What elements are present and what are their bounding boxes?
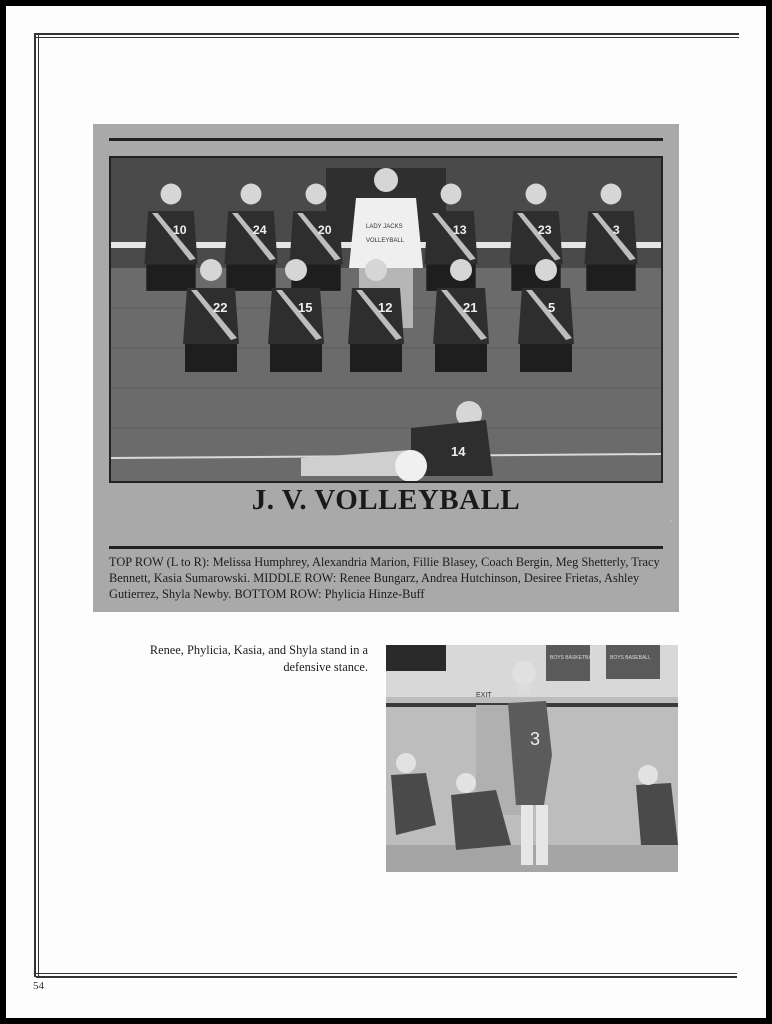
frame-border-top: [36, 33, 739, 38]
panel-rule-middle: [109, 546, 663, 549]
jersey-number: 12: [378, 300, 393, 315]
team-photo-image: [111, 158, 661, 481]
banner-left-text: BOYS BASKETBALL: [550, 655, 598, 661]
frame-border-bottom: [36, 973, 737, 978]
page-number: 54: [33, 980, 44, 992]
coach-shirt-text: VOLLEYBALL: [366, 238, 405, 244]
jersey-number: 15: [298, 300, 313, 315]
jersey-number: 13: [452, 222, 467, 237]
jersey-number: 3: [612, 222, 620, 237]
jersey-number: 21: [463, 300, 478, 315]
jersey-number: 20: [317, 222, 332, 237]
jersey-number: 22: [213, 300, 228, 315]
team-photo: [109, 156, 663, 483]
jersey-number: 5: [548, 300, 556, 315]
action-photo-caption: Renee, Phylicia, Kasia, and Shyla stand in a defensive stance.: [149, 643, 368, 674]
jersey-number: 24: [252, 222, 267, 237]
action-photo: [386, 645, 678, 872]
frame-border-left: [34, 33, 39, 977]
jersey-number: 23: [537, 222, 552, 237]
panel-rule-top: [109, 138, 663, 141]
jersey-number: 3: [530, 729, 541, 749]
jersey-number: 14: [451, 444, 466, 459]
scan-dot: [670, 520, 672, 522]
team-caption: TOP ROW (L to R): Melissa Humphrey, Alexandria Marion, Fillie Blasey, Coach Bergin, Meg Shetterly, Tracy Bennett, Kasia Sumarowski. MIDDLE ROW: Renee Bungarz, Andrea Hutchinson, Desiree Frietas, Ashley Gutierrez, Shyla Newby. BOTTOM ROW: Phylicia Hinze-Buff: [109, 555, 660, 601]
jersey-number: 10: [172, 222, 187, 237]
banner-right-text: BOYS BASEBALL: [610, 655, 651, 661]
action-photo-image: [386, 645, 678, 872]
exit-sign: EXIT: [476, 692, 492, 699]
page-title: J. V. VOLLEYBALL: [251, 484, 521, 516]
coach-shirt-text: LADY JACKS: [366, 224, 403, 230]
